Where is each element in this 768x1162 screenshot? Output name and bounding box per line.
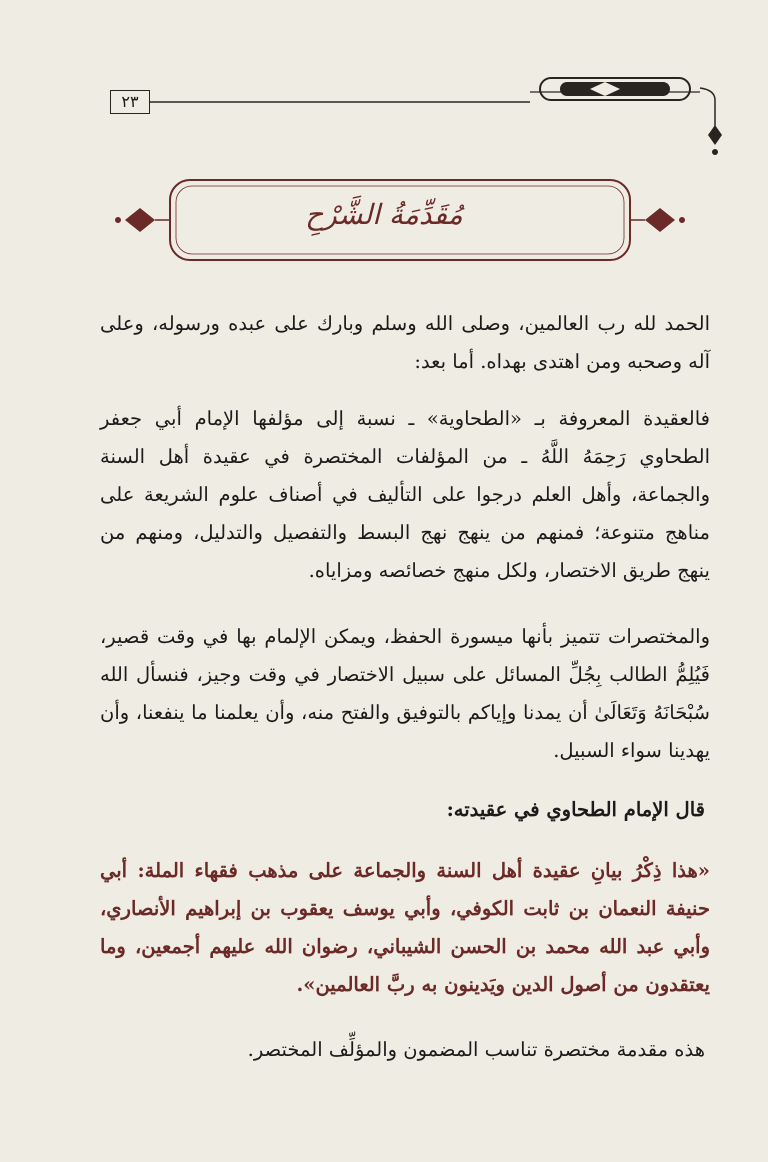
paragraph-about-abridgements (100, 618, 710, 770)
paragraph-about-tahawiyya (100, 400, 710, 590)
paragraph-text: والمختصرات تتميز بأنها ميسورة الحفظ، ويمكن الإلمام بها في وقت قصير، فَيُلِمُّ الطالب بِجُلِّ المسائل على سبيل الاختصار في وقت وجيز، فنسأل الله سُبْحَانَهُ وَتَعَالَىٰ أن يمدنا وإياكم بالتوفيق والفتح منه، وأن يعلمنا ما ينفعنا، وأن يهدينا سواء السبيل. (100, 625, 710, 762)
tahawi-quote (100, 852, 710, 1004)
section-title: مُقَدِّمَةُ الشَّرْحِ (305, 198, 463, 231)
quote-heading: قال الإمام الطحاوي في عقيدته: (446, 798, 705, 821)
paragraph-opening (100, 305, 710, 381)
paragraph-text: فالعقيدة المعروفة بـ «الطحاوية» ـ نسبة إلى مؤلفها الإمام أبي جعفر الطحاوي رَحِمَهُ اللَّهُ ـ من المؤلفات المختصرة في عقيدة أهل السنة والجماعة، وأهل العلم درجوا على التأليف في أصناف علوم الشريعة على مناهج متنوعة؛ فمنهم من ينهج نهج البسط والتفصيل والتدليل، ومنهم من ينهج طريق الاختصار، ولكل منهج خصائصه ومزاياه. (100, 407, 710, 582)
paragraph-text: الحمد لله رب العالمين، وصلى الله وسلم وبارك على عبده ورسوله، وعلى آله وصحبه ومن اهتدى بهداه. أما بعد: (100, 312, 710, 373)
quote-text: «هذا ذِكْرُ بيانِ عقيدة أهل السنة والجماعة على مذهب فقهاء الملة: أبي حنيفة النعمان بن ثابت الكوفي، وأبي يوسف يعقوب بن إبراهيم الأنصاري، وأبي عبد الله محمد بن الحسن الشيباني، رضوان الله عليهم أجمعين، وما يعتقدون من أصول الدين ويَدينون به ربَّ العالمين». (100, 859, 710, 996)
closing-line: هذه مقدمة مختصرة تناسب المضمون والمؤلِّف المختصر. (247, 1038, 705, 1061)
page-number: ٢٣ (110, 90, 150, 114)
header-ornament (100, 70, 740, 170)
